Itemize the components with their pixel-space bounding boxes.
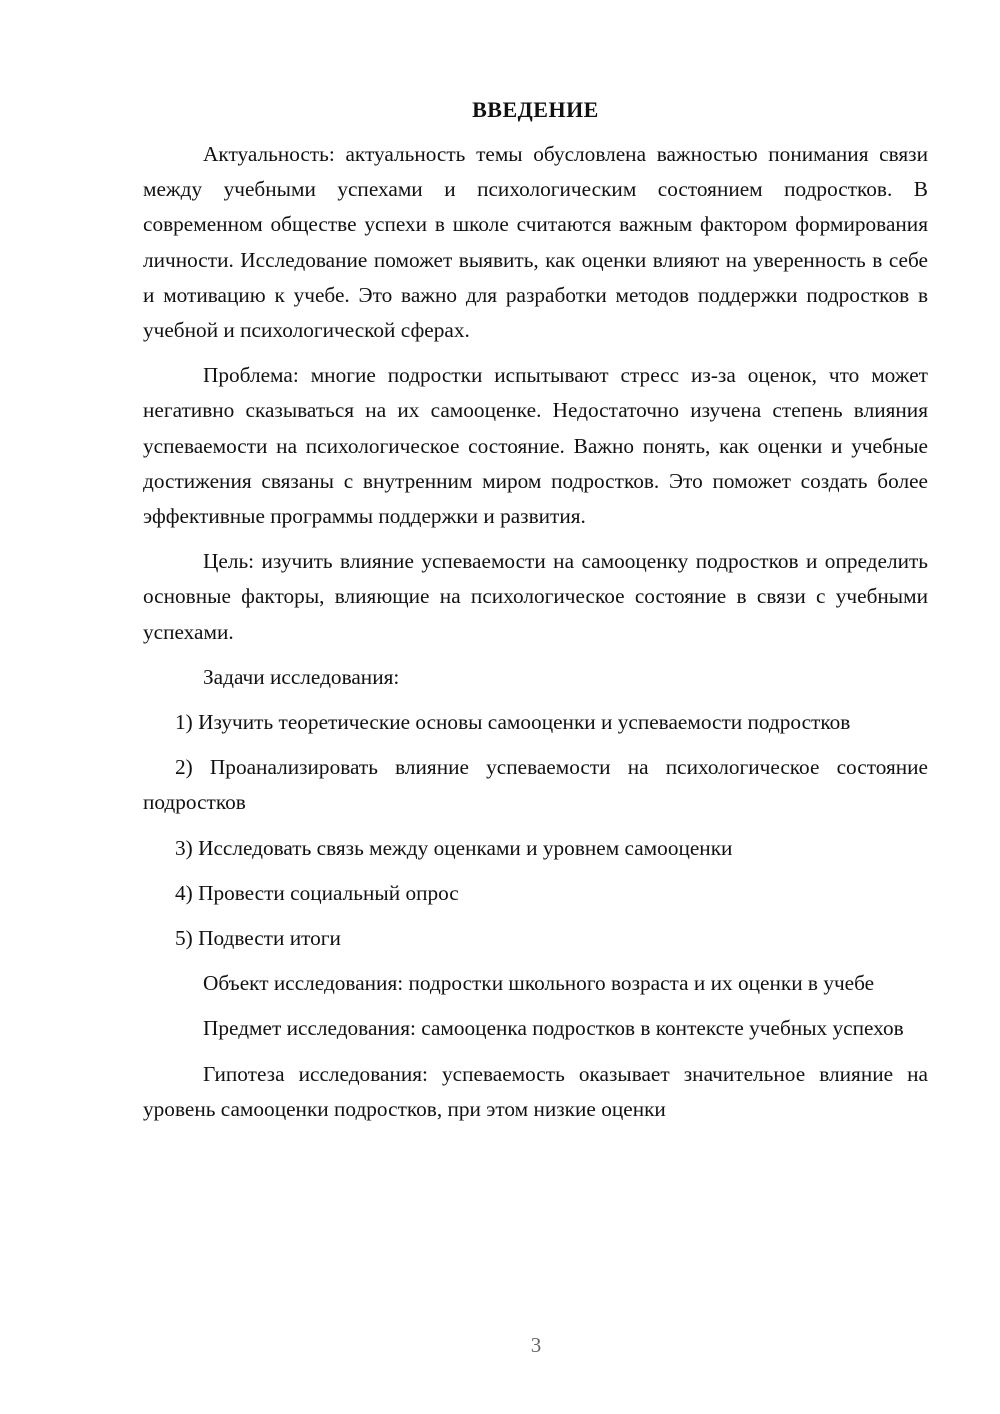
task-item-5: 5) Подвести итоги [175,926,341,951]
subject-paragraph: Предмет исследования: самооценка подростков в контексте учебных успехов [203,1016,904,1041]
relevance-paragraph: Актуальность: актуальность темы обусловлена важностью понимания связи между учебными успехами и психологическим состоянием подростков. В современном обществе успехи в школе считаются важным фактором формирования личности. Исследование поможет выявить, как оценки влияют на уверенность в себе и мотивацию к учебе. Это важно для разработки методов поддержки подростков в учебной и психологической сферах. [143,142,928,343]
object-paragraph: Объект исследования: подростки школьного возраста и их оценки в учебе [203,971,875,996]
task-item-3: 3) Исследовать связь между оценками и уровнем самооценки [175,835,733,860]
hypothesis-paragraph: Гипотеза исследования: успеваемость оказывает значительное влияние на уровень самооценки подростков, при этом низкие оценки [143,1061,928,1121]
page-number: 3 [530,1333,542,1357]
section-title: ВВЕДЕНИЕ [472,97,599,122]
problem-paragraph: Проблема: многие подростки испытывают стресс из-за оценок, что может негативно сказываться на их самооценке. Недостаточно изучена степень влияния успеваемости на психологическое состояние. Важно понять, как оценки и учебные достижения связаны с внутренним миром подростков. Это поможет создать более эффективные программы поддержки и развития. [143,363,928,529]
goal-paragraph: Цель: изучить влияние успеваемости на самооценку подростков и определить основные факторы, влияющие на психологическое состояние в связи с учебными успехами. [143,549,928,644]
task-item-2: 2) Проанализировать влияние успеваемости на психологическое состояние подростков [143,755,928,815]
task-item-1: 1) Изучить теоретические основы самооценки и успеваемости подростков [175,710,851,735]
document-page [143,93,928,1127]
task-item-4: 4) Провести социальный опрос [175,880,459,905]
tasks-heading: Задачи исследования: [203,664,400,689]
